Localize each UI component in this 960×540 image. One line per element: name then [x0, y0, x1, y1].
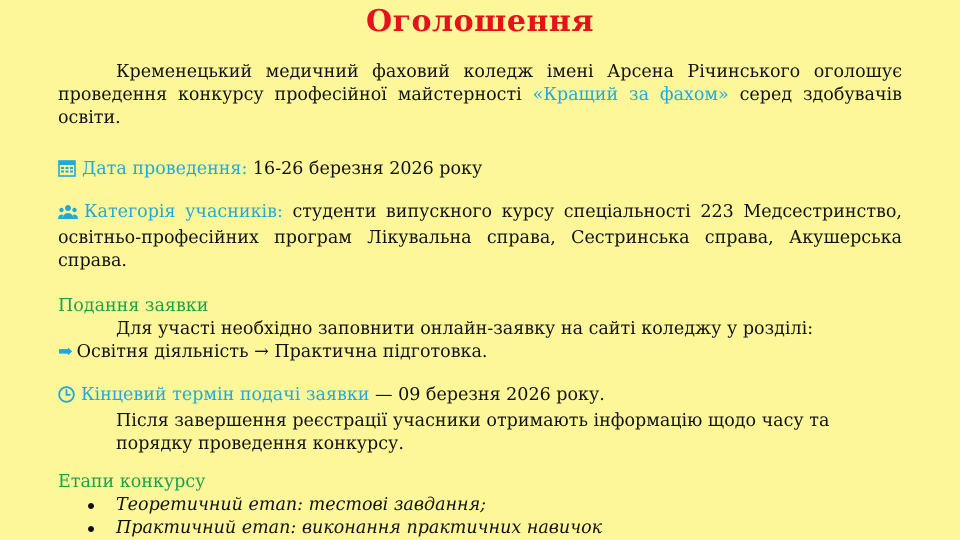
bullet-icon [88, 526, 94, 532]
date-line [58, 158, 902, 184]
deadline-value: — 09 березня 2026 року. [369, 385, 605, 405]
stages-list [58, 494, 902, 540]
arrow-right-icon: ➡ [58, 342, 73, 362]
deadline-note: Після завершення реєстрації учасники отримають інформацію щодо часу та порядку проведення конкурсу. [116, 411, 830, 454]
stage-text: Теоретичний етап: тестові завдання; [116, 495, 487, 515]
deadline-line [58, 384, 902, 410]
application-section [58, 295, 902, 364]
list-item [58, 517, 902, 540]
category-label: Категорія учасників: [84, 202, 283, 222]
stages-heading: Етапи конкурсу [58, 472, 206, 492]
application-path [58, 341, 902, 364]
intro-text-end: серед здобувачів освіти. [58, 85, 902, 128]
deadline-section [58, 384, 902, 456]
bullet-icon [88, 503, 94, 509]
intro-text: Кременецький медичний фаховий коледж імені Арсена Річинського оголошує проведення конкурсу професійної майстерності [58, 62, 902, 105]
deadline-label: Кінцевий термін подачі заявки [81, 385, 370, 405]
contest-name: «Кращий за фахом» [532, 85, 729, 105]
application-heading: Подання заявки [58, 296, 209, 316]
date-value: 16-26 березня 2026 року [247, 159, 483, 179]
list-item [58, 494, 902, 517]
stages-section [58, 471, 902, 540]
date-label: Дата проведення: [82, 159, 248, 179]
application-text: Для участі необхідно заповнити онлайн-заявку на сайті коледжу у розділі: [116, 319, 814, 339]
calendar-icon [58, 159, 76, 184]
stage-text: Практичний етап: виконання практичних навичок [116, 518, 603, 538]
category-paragraph [58, 201, 902, 273]
people-icon [58, 204, 78, 227]
category-value: студенти випускного курсу спеціальності 223 Медсестринство, освітньо-професійних програм Лікувальна справа, Сестринська справа, Акушерська справа. [58, 202, 902, 271]
page-title: Оголошення [365, 4, 595, 39]
intro-paragraph [58, 61, 902, 130]
application-path-text: Освітня діяльність → Практична підготовка. [76, 342, 488, 362]
clock-icon [58, 386, 75, 410]
